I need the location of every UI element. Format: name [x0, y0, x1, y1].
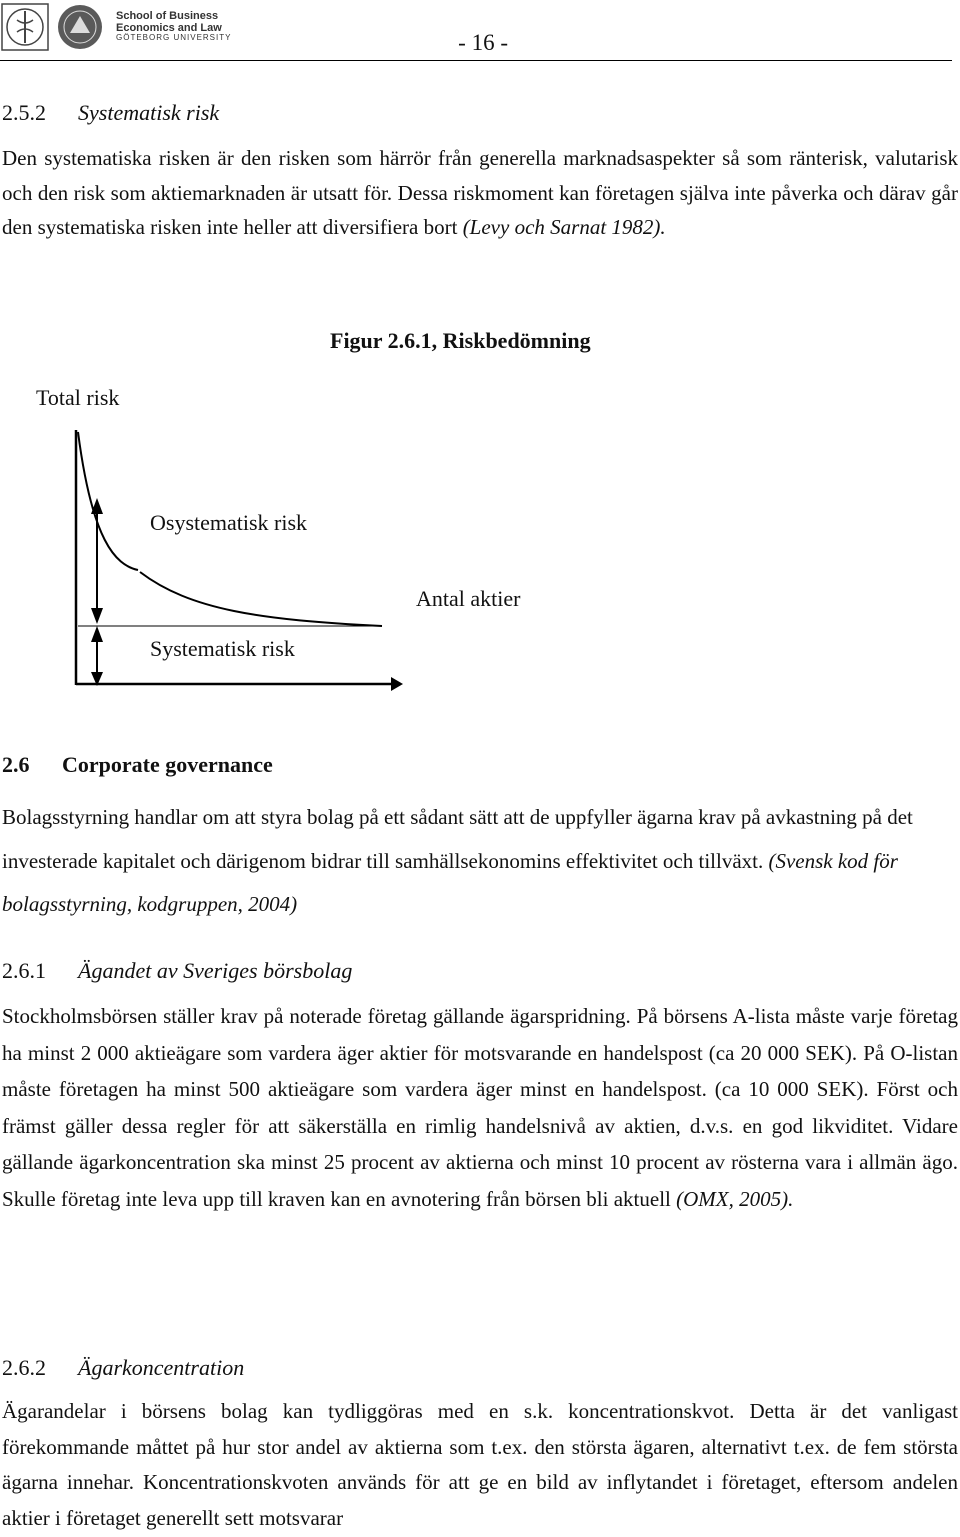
section-number: 2.5.2	[2, 100, 46, 125]
paragraph-corporate-governance	[2, 796, 958, 927]
paragraph-agarkoncentration	[2, 1394, 958, 1536]
paragraph-agandet	[2, 998, 958, 1217]
section-title: Ägandet av Sveriges börsbolag	[78, 958, 353, 983]
section-number: 2.6.2	[2, 1355, 46, 1380]
citation: (OMX, 2005).	[676, 1186, 794, 1211]
citation: (Levy och Sarnat 1982).	[462, 215, 666, 239]
risk-figure	[0, 320, 960, 700]
page-number: - 16 -	[458, 30, 508, 55]
paragraph-text: Bolagsstyrning handlar om att styra bolag på ett sådant sätt att de uppfyller ägarna krav på avkastning på det investerade kapitalet och därigenom bidrar till samhällsekonomins effektivitet och tillväxt.	[2, 805, 913, 873]
paragraph-text: Den systematiska risken är den risken som härrör från generella marknadsaspekter så som ränterisk, valutarisk och den risk som aktiemarknaden är utsatt för. Dessa riskmoment kan företagen själva inte påverka och därav går den systematiska risken inte heller att diversifiera bort	[2, 146, 958, 239]
section-heading-systematisk-risk	[2, 100, 958, 126]
paragraph-systematisk-risk	[2, 141, 958, 245]
logo-line-3: GÖTEBORG UNIVERSITY	[116, 33, 232, 43]
section-title: Corporate governance	[62, 752, 273, 777]
logo-line-2: Economics and Law	[116, 22, 222, 35]
section-heading-agandet	[2, 958, 958, 984]
y-axis-label: Total risk	[36, 385, 120, 410]
section-heading-agarkoncentration	[2, 1355, 958, 1381]
section-title: Ägarkoncentration	[78, 1355, 245, 1380]
logo-line-1: School of Business	[116, 10, 219, 22]
paragraph-text: Stockholmsbörsen ställer krav på noterade företag gällande ägarspridning. På börsens A-lista måste varje företag ha minst 2 000 aktieägare som vardera äger aktier för motsvarande en handelspost (ca 20 000 SEK). På O-listan måste företagen ha minst 500 aktieägare som vardera äger minst en handelspost. (ca 10 000 SEK). Först och främst gäller dessa regler för att säkerställa en rimlig handelsnivå av aktien, d.v.s. en god likviditet. Vidare gällande ägarkoncentration ska minst 25 procent av aktierna och minst 10 procent av rösterna vara i allmän ägo. Skulle företag inte leva upp till kraven kan en avnotering från börsen bli aktuell	[2, 1004, 958, 1211]
unsystematic-risk-arrow	[91, 498, 103, 624]
figure-title: Figur 2.6.1, Riskbedömning	[330, 328, 591, 353]
section-heading-corporate-governance	[2, 752, 958, 778]
logo-text	[116, 10, 231, 43]
paragraph-text: Ägarandelar i börsens bolag kan tydliggöras med en s.k. koncentrationskvot. Detta är det vanligast förekommande måttet på hur stor andel av aktierna som t.ex. den största ägaren, alternativt t.ex. de fem största ägarna innehar. Koncentrationskvoten används för att ge en bild av inflytandet i företaget, eftersom andelen aktier i företaget generellt sett motsvarar	[2, 1399, 958, 1530]
unsystematic-risk-label: Osystematisk risk	[150, 510, 308, 535]
section-title: Systematisk risk	[78, 100, 220, 125]
risk-diagram	[0, 320, 960, 700]
citation: (Svensk kod för bolagsstyrning, kodgruppen, 2004)	[2, 848, 898, 916]
section-number: 2.6.1	[2, 958, 46, 983]
section-number: 2.6	[2, 752, 30, 777]
header-divider	[0, 60, 952, 61]
systematic-risk-arrow	[91, 626, 103, 686]
systematic-risk-label: Systematisk risk	[150, 636, 295, 661]
x-axis-label: Antal aktier	[416, 586, 521, 611]
